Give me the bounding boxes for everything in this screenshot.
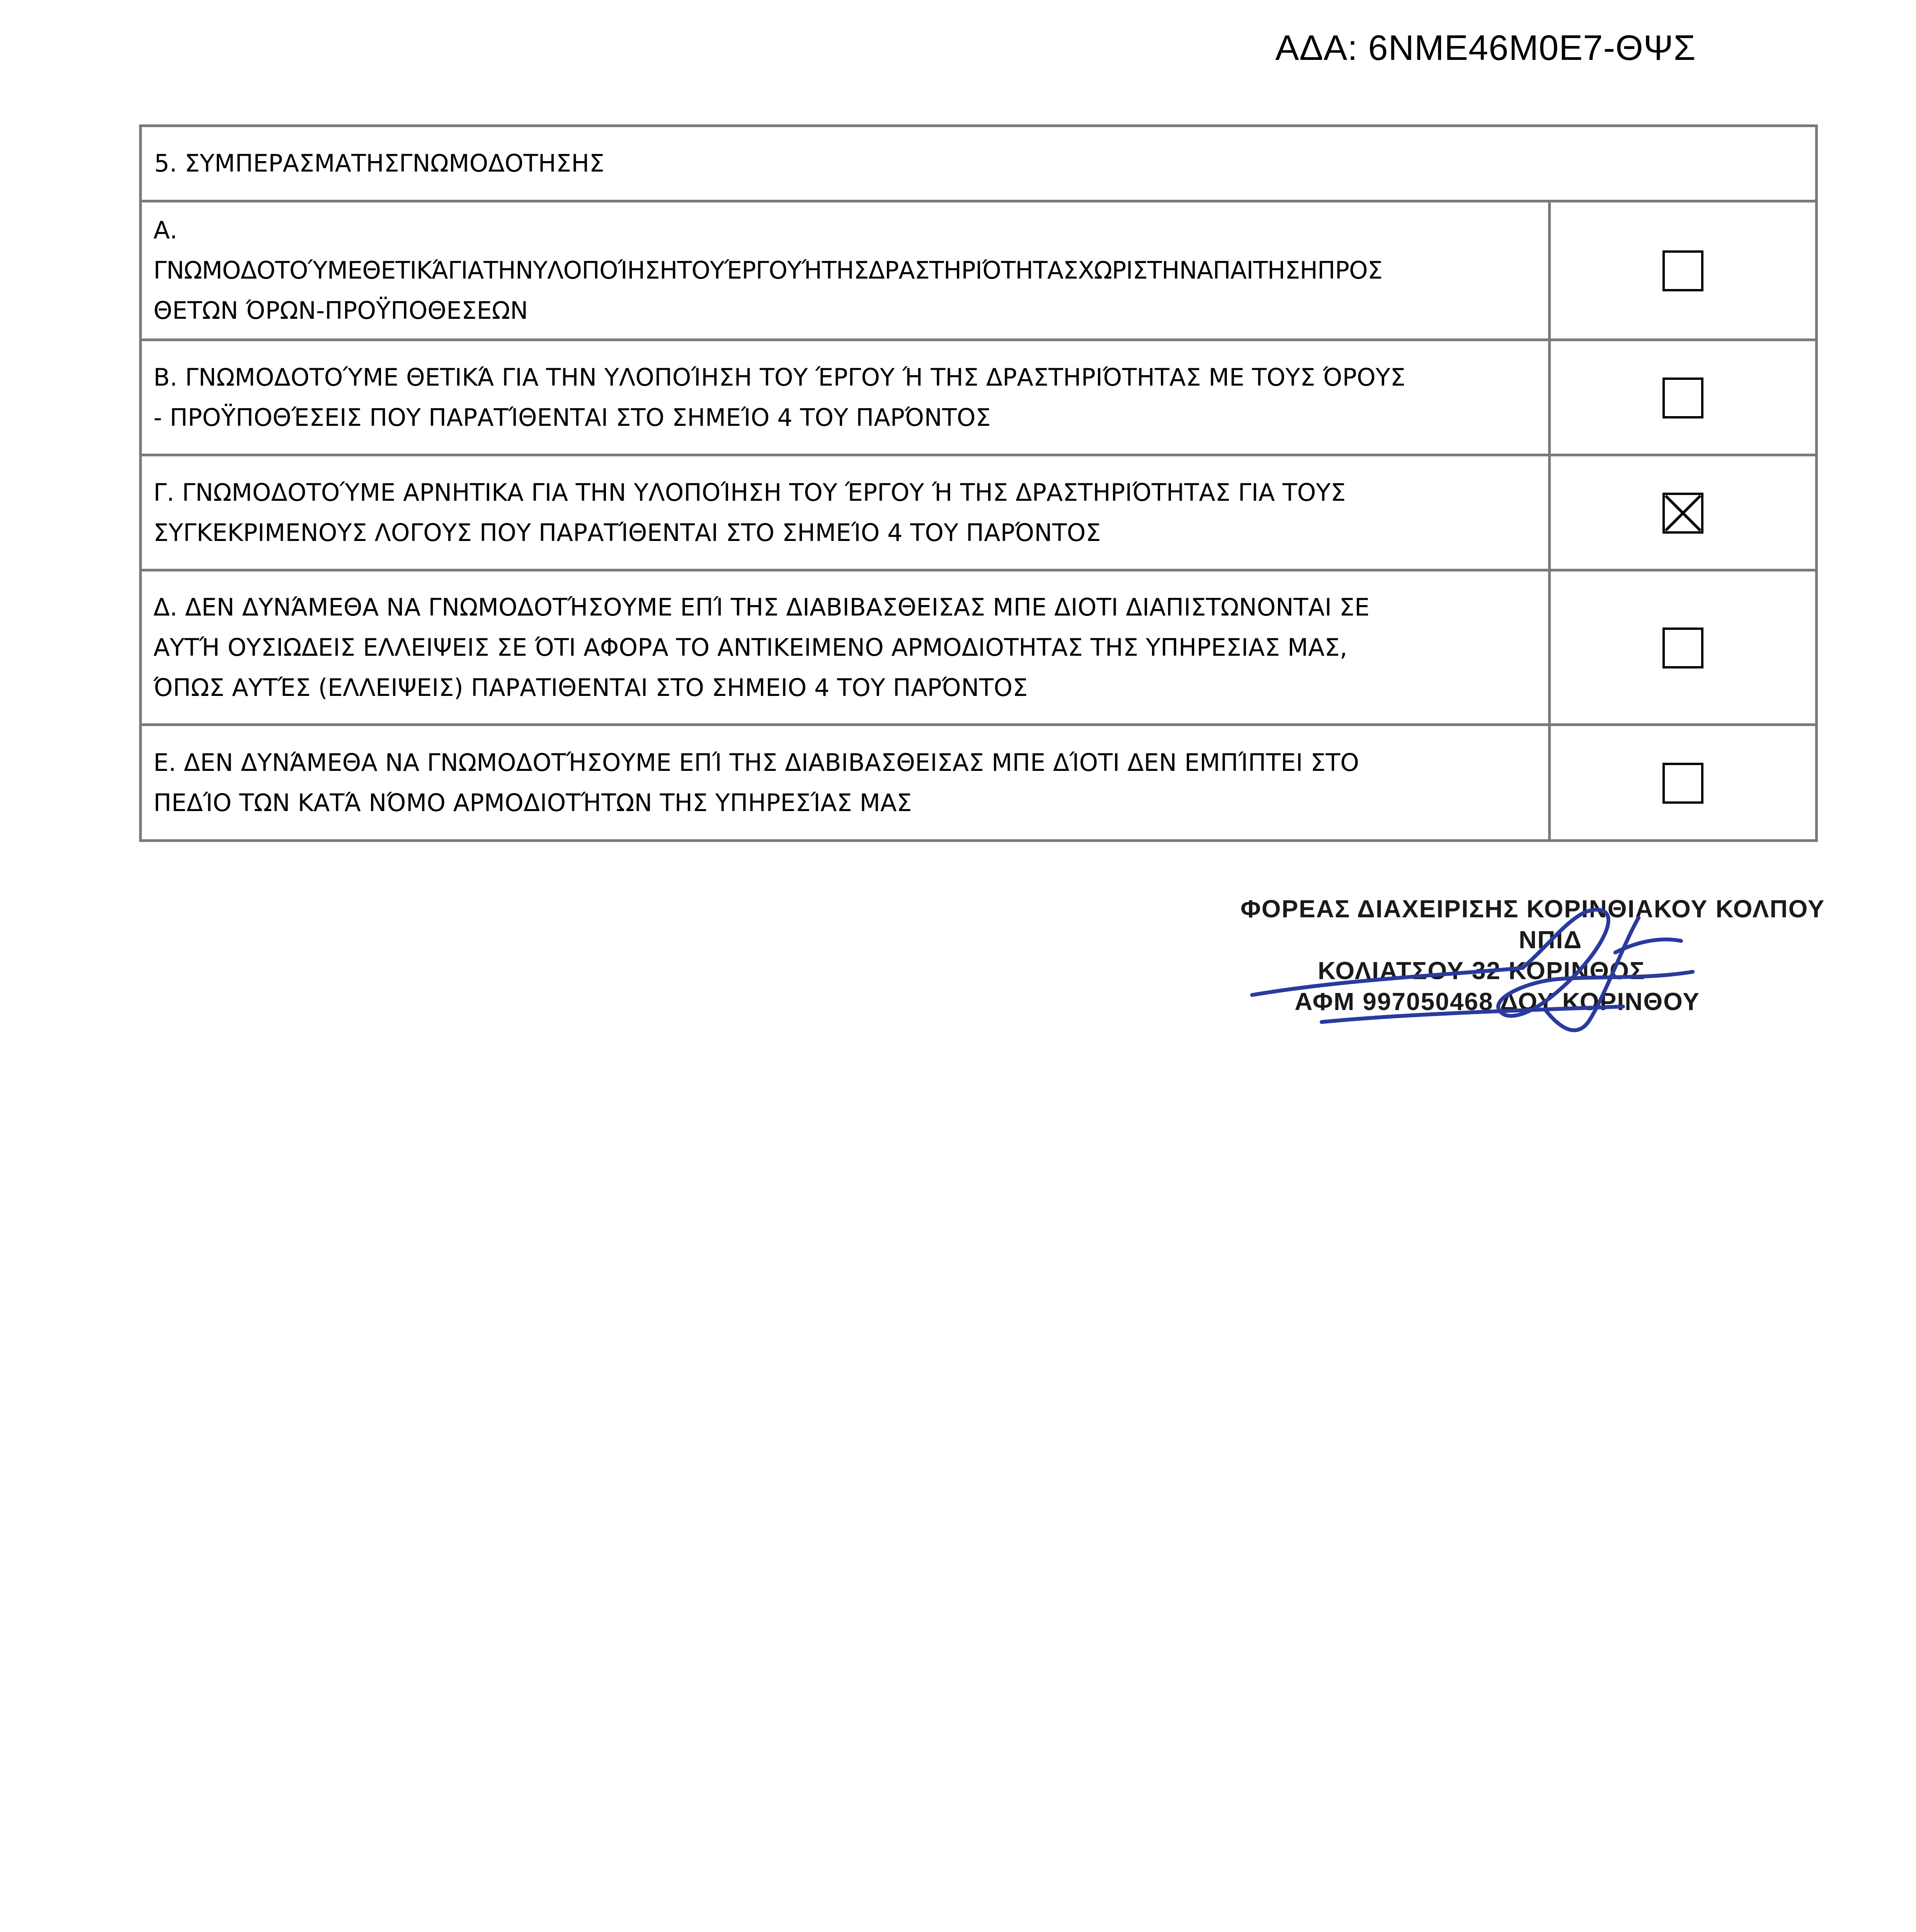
option-b-line-2: - ΠΡΟΫΠΟΘΈΣΕΙΣ ΠΟΥ ΠΑΡΑΤΊΘΕΝΤΑΙ ΣΤΟ ΣΗΜΕΊΟ 4 ΤΟΥ ΠΑΡΌΝΤΟΣ (153, 403, 991, 432)
option-a-line-2: ΓΝΩΜΟΔΟΤΟΎΜΕΘΕΤΙΚΆΓΙΑΤΗΝΥΛΟΠΟΊΗΣΗΤΟΥΈΡΓΟΥΉΤΗΣΔΡΑΣΤΗΡΙΌΤΗΤΑΣΧΩΡΙΣΤΗΝΑΠΑΙΤΗΣΗΠΡΟΣ (153, 256, 1382, 284)
stamp-line-4: ΑΦΜ 997050468 ΔΟΥ ΚΟΡΙΝΘΟΥ (1295, 988, 1700, 1015)
checkbox-c-checked[interactable] (1662, 493, 1703, 534)
stamp-line-3: ΚΟΛΙΑΤΣΟΥ 32 ΚΟΡΙΝΘΟΣ (1318, 957, 1645, 985)
option-text-d (141, 570, 1550, 725)
option-box-cell-b (1549, 340, 1816, 455)
checkbox-d[interactable] (1662, 628, 1703, 668)
blog-watermark-logo (533, 1928, 1383, 1932)
option-d-line-1: Δ. ΔΕΝ ΔΥΝΆΜΕΘΑ ΝΑ ΓΝΩΜΟΔΟΤΉΣΟΥΜΕ ΕΠΊ ΤΗΣ ΔΙΑΒΙΒΑΣΘΕΙΣΑΣ ΜΠΕ ΔΙΟΤΙ ΔΙΑΠΙΣΤΩΝΟΝΤΑΙ ΣΕ (153, 593, 1370, 621)
option-e-line-1: Ε. ΔΕΝ ΔΥΝΆΜΕΘΑ ΝΑ ΓΝΩΜΟΔΟΤΉΣΟΥΜΕ ΕΠΊ ΤΗΣ ΔΙΑΒΙΒΑΣΘΕΙΣΑΣ ΜΠΕ ΔΊΟΤΙ ΔΕΝ ΕΜΠΊΠΤΕΙ ΣΤΟ (153, 748, 1359, 777)
option-row-d (141, 570, 1817, 725)
option-row-b (141, 340, 1817, 455)
option-text-c (141, 455, 1550, 570)
section-title: 5. ΣΥΜΠΕΡΑΣΜΑΤΗΣΓΝΩΜΟΔΟΤΗΣΗΣ (141, 126, 1817, 201)
option-box-cell-e (1549, 725, 1816, 841)
stamp-line-2: ΝΠΙΔ (1519, 926, 1582, 954)
option-d-line-2: ΑΥΤΉ ΟΥΣΙΩΔΕΙΣ ΕΛΛΕΙΨΕΙΣ ΣΕ ΌΤΙ ΑΦΟΡΑ ΤΟ ΑΝΤΙΚΕΙΜΕΝΟ ΑΡΜΟΔΙΟΤΗΤΑΣ ΤΗΣ ΥΠΗΡΕΣΙΑΣ ΜΑΣ, (153, 633, 1348, 662)
opinion-table (139, 124, 1818, 842)
option-row-c (141, 455, 1817, 570)
organization-stamp (1206, 883, 1878, 1045)
option-text-a (141, 201, 1550, 340)
option-b-line-1: Β. ΓΝΩΜΟΔΟΤΟΎΜΕ ΘΕΤΙΚΆ ΓΙΑ ΤΗΝ ΥΛΟΠΟΊΗΣΗ ΤΟΥ ΈΡΓΟΥ Ή ΤΗΣ ΔΡΑΣΤΗΡΙΌΤΗΤΑΣ ΜΕ ΤΟΥΣ ΌΡΟΥΣ (153, 363, 1406, 391)
option-text-b (141, 340, 1550, 455)
option-text-e (141, 725, 1550, 841)
option-a-line-3: ΘΕΤΩΝ ΌΡΩΝ-ΠΡΟΫΠΟΘΕΣΕΩΝ (153, 296, 528, 325)
signature-icon (1206, 883, 1878, 1045)
stamp-line-1: ΦΟΡΕΑΣ ΔΙΑΧΕΙΡΙΣΗΣ ΚΟΡΙΝΘΙΑΚΟΥ ΚΟΛΠΟΥ (1240, 895, 1825, 923)
option-c-line-1: Γ. ΓΝΩΜΟΔΟΤΟΎΜΕ ΑΡΝΗΤΙΚΑ ΓΙΑ ΤΗΝ ΥΛΟΠΟΊΗΣΗ ΤΟΥ ΈΡΓΟΥ Ή ΤΗΣ ΔΡΑΣΤΗΡΙΌΤΗΤΑΣ ΓΙΑ ΤΟΥΣ (153, 478, 1346, 507)
option-box-cell-a (1549, 201, 1816, 340)
option-e-line-2: ΠΕΔΊΟ ΤΩΝ ΚΑΤΆ ΝΌΜΟ ΑΡΜΟΔΙΟΤΉΤΩΝ ΤΗΣ ΥΠΗΡΕΣΊΑΣ ΜΑΣ (153, 788, 912, 817)
check-x-icon (1665, 495, 1701, 531)
option-row-e (141, 725, 1817, 841)
checkbox-e[interactable] (1662, 763, 1703, 804)
checkbox-b[interactable] (1662, 378, 1703, 418)
option-box-cell-d (1549, 570, 1816, 725)
option-c-line-2: ΣΥΓΚΕΚΡΙΜΕΝΟΥΣ ΛΟΓΟΥΣ ΠΟΥ ΠΑΡΑΤΊΘΕΝΤΑΙ ΣΤΟ ΣΗΜΕΊΟ 4 ΤΟΥ ΠΑΡΌΝΤΟΣ (153, 518, 1101, 547)
option-box-cell-c (1549, 455, 1816, 570)
option-row-a (141, 201, 1817, 340)
checkbox-a[interactable] (1662, 250, 1703, 291)
option-d-line-3: ΌΠΩΣ ΑΥΤΈΣ (ΕΛΛΕΙΨΕΙΣ) ΠΑΡΑΤΙΘΕΝΤΑΙ ΣΤΟ ΣΗΜΕΙΟ 4 ΤΟΥ ΠΑΡΌΝΤΟΣ (153, 673, 1028, 702)
option-a-line-1: Α. (153, 216, 178, 244)
document-code: ΑΔΑ: 6ΝΜΕ46Μ0Ε7-ΘΨΣ (1275, 28, 1696, 68)
